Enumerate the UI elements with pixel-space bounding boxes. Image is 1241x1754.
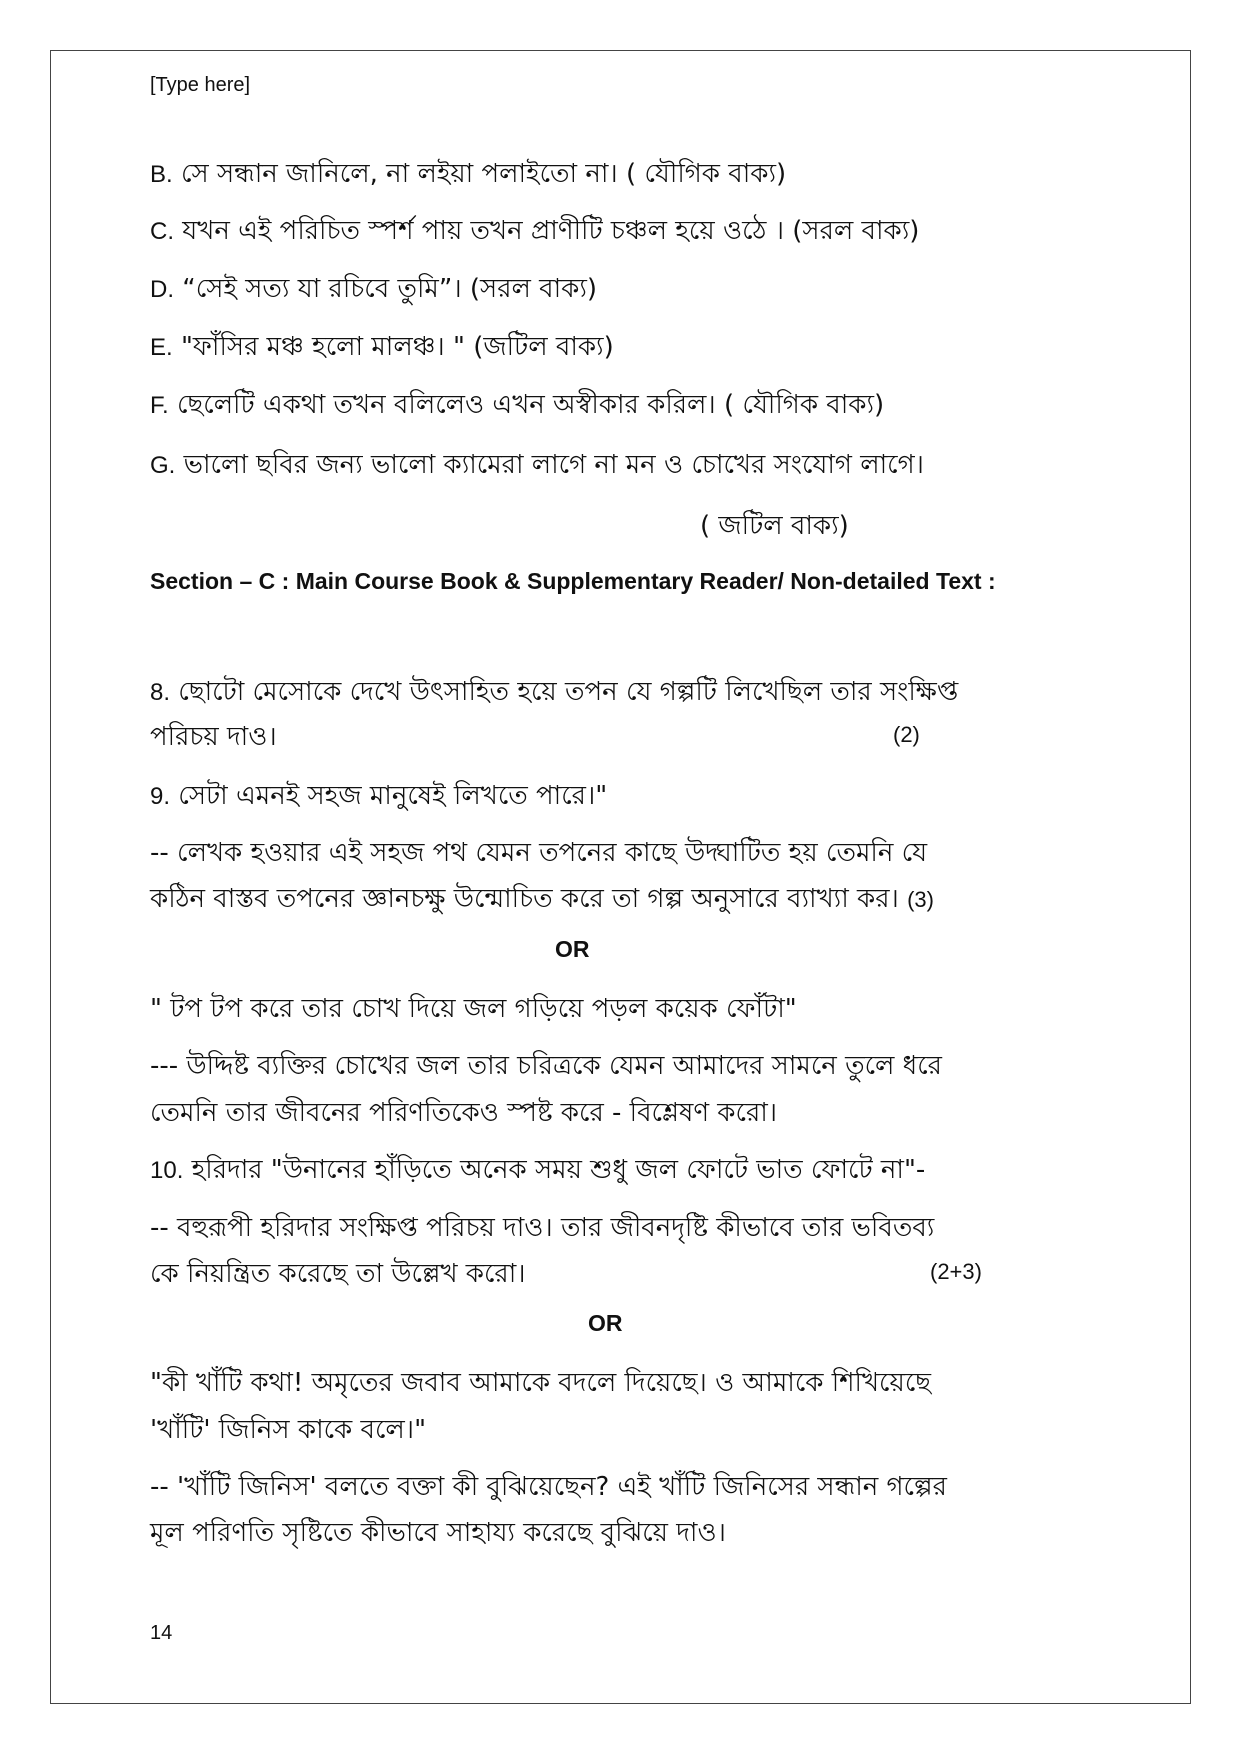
item-text: যখন এই পরিচিত স্পর্শ পায় তখন প্রাণীটি চঞ্চল হয়ে ওঠে । (সরল বাক্য) xyxy=(182,216,920,246)
page-header: [Type here] xyxy=(150,74,251,96)
item-text: "ফাঁসির মঞ্চ হলো মালঞ্চ। " (জটিল বাক্য) xyxy=(180,332,614,362)
or-separator: OR xyxy=(588,1310,623,1336)
item-label: B. xyxy=(150,161,173,188)
question-10-marks: (2+3) xyxy=(930,1259,982,1284)
question-8-marks: (2) xyxy=(893,722,920,747)
item-label: G. xyxy=(150,452,176,479)
question-quote: সেটা এমনই সহজ মানুষেই লিখতে পারে।" xyxy=(178,781,608,811)
item-label: E. xyxy=(150,334,173,361)
question-8-line2: পরিচয় দাও। xyxy=(150,722,277,752)
item-text: ভালো ছবির জন্য ভালো ক্যামেরা লাগে না মন ও চোখের সংযোগ লাগে। xyxy=(183,450,924,480)
question-9-marks: (3) xyxy=(907,887,934,912)
question-9-or-quote: " টপ টপ করে তার চোখ দিয়ে জল গড়িয়ে পড়ল কয়েক ফোঁটা" xyxy=(150,994,797,1024)
question-9 xyxy=(150,775,607,819)
item-g xyxy=(150,444,924,488)
item-label: D. xyxy=(150,276,174,303)
item-text: “সেই সত্য যা রচিবে তুমি”। (সরল বাক্য) xyxy=(182,274,598,304)
question-9-line1: -- লেখক হওয়ার এই সহজ পথ যেমন তপনের কাছে উদ্ঘাটিত হয় তেমনি যে xyxy=(150,838,928,868)
question-label: 9. xyxy=(150,783,171,810)
question-9-line2 xyxy=(150,878,934,922)
item-b xyxy=(150,153,786,197)
question-10-line2: কে নিয়ন্ত্রিত করেছে তা উল্লেখ করো। xyxy=(150,1259,526,1289)
page-number: 14 xyxy=(150,1622,173,1644)
item-label: F. xyxy=(150,392,169,419)
question-9-or-line1: --- উদ্দিষ্ট ব্যক্তির চোখের জল তার চরিত্রকে যেমন আমাদের সামনে তুলে ধরে xyxy=(150,1051,942,1081)
item-e xyxy=(150,326,614,370)
or-separator: OR xyxy=(555,936,590,962)
question-quote: হরিদার "উনানের হাঁড়িতে অনেক সময় শুধু জল ফোটে ভাত ফোটে না"- xyxy=(191,1155,926,1185)
question-label: 8. xyxy=(150,679,171,706)
item-g-tag: ( জটিল বাক্য) xyxy=(700,511,849,541)
item-label: C. xyxy=(150,218,174,245)
item-text: ছেলেটি একথা তখন বলিলেও এখন অস্বীকার করিল। ( যৌগিক বাক্য) xyxy=(176,390,885,420)
item-c xyxy=(150,210,919,254)
question-10-or-quote1: "কী খাঁটি কথা! অমৃতের জবাব আমাকে বদলে দিয়েছে। ও আমাকে শিখিয়েছে xyxy=(150,1368,932,1398)
question-10-or-quote2: 'খাঁটি' জিনিস কাকে বলে।" xyxy=(150,1415,427,1445)
question-10-or-line1: -- 'খাঁটি জিনিস' বলতে বক্তা কী বুঝিয়েছেন? এই খাঁটি জিনিসের সন্ধান গল্পের xyxy=(150,1472,947,1502)
item-text: সে সন্ধান জানিলে, না লইয়া পলাইতো না। ( যৌগিক বাক্য) xyxy=(180,159,787,189)
question-10 xyxy=(150,1149,925,1193)
item-d xyxy=(150,268,597,312)
question-8 xyxy=(150,671,958,715)
item-f xyxy=(150,384,884,428)
question-text: কঠিন বাস্তব তপনের জ্ঞানচক্ষু উন্মোচিত করে তা গল্প অনুসারে ব্যাখ্যা কর। xyxy=(150,884,899,914)
section-title: Section – C : Main Course Book & Supplementary Reader/ Non-detailed Text : xyxy=(150,568,996,594)
question-10-or-line2: মূল পরিণতি সৃষ্টিতে কীভাবে সাহায্য করেছে বুঝিয়ে দাও। xyxy=(150,1518,726,1548)
question-10-line1: -- বহুরূপী হরিদার সংক্ষিপ্ত পরিচয় দাও। তার জীবনদৃষ্টি কীভাবে তার ভবিতব্য xyxy=(150,1213,935,1243)
question-text: ছোটো মেসোকে দেখে উৎসাহিত হয়ে তপন যে গল্পটি লিখেছিল তার সংক্ষিপ্ত xyxy=(178,677,959,707)
question-label: 10. xyxy=(150,1157,184,1184)
question-9-or-line2: তেমনি তার জীবনের পরিণতিকেও স্পষ্ট করে - বিশ্লেষণ করো। xyxy=(150,1098,778,1128)
